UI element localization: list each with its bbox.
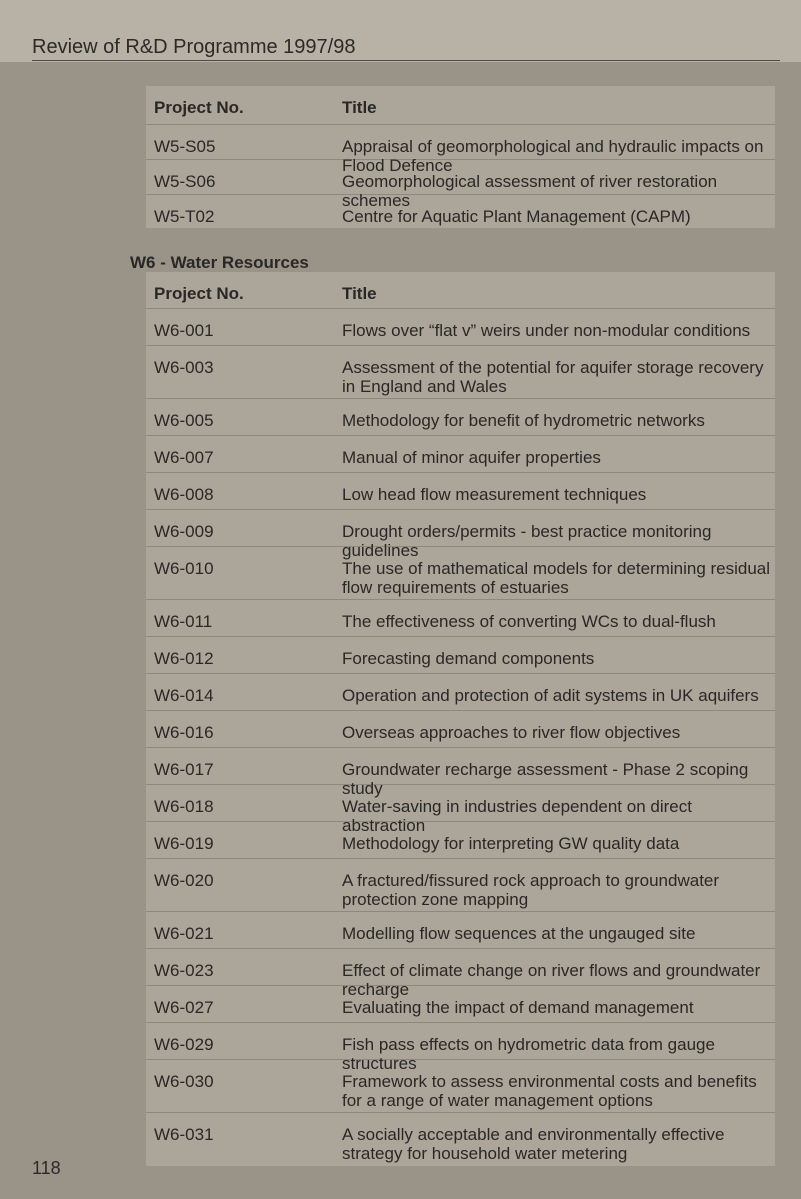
table-row [146, 309, 775, 346]
page-header [0, 0, 801, 62]
table-row [146, 785, 775, 835]
project-number: W5-S05 [154, 137, 216, 156]
project-title: Groundwater recharge assessment - Phase 2 scoping study [342, 760, 749, 798]
project-number: W6-009 [154, 522, 214, 541]
project-title: Centre for Aquatic Plant Management (CAPM) [342, 207, 691, 226]
table-row [146, 1113, 775, 1165]
project-title: Low head flow measurement techniques [342, 485, 647, 504]
table-w5 [146, 86, 775, 228]
project-number: W6-019 [154, 834, 214, 853]
project-title: Effect of climate change on river flows and groundwater recharge [342, 961, 761, 999]
table-row [146, 822, 775, 859]
project-title: Operation and protection of adit systems in UK aquifers [342, 686, 759, 705]
table-row [146, 160, 775, 210]
project-number: W6-011 [154, 612, 213, 631]
project-title: The use of mathematical models for determining residual flow requirements of estuaries [342, 559, 771, 597]
table-row [146, 125, 775, 175]
table-row [146, 986, 775, 1023]
table-w6 [146, 272, 775, 1166]
project-number: W6-012 [154, 649, 214, 668]
project-title: Modelling flow sequences at the ungauged site [342, 924, 696, 943]
project-number: W6-008 [154, 485, 214, 504]
table-row [146, 637, 775, 674]
project-title: Flows over “flat v” weirs under non-modular conditions [342, 321, 751, 340]
project-title: A fractured/fissured rock approach to groundwater protection zone mapping [342, 871, 720, 909]
project-number: W5-S06 [154, 172, 216, 191]
table-row [146, 711, 775, 748]
project-title: Water-saving in industries dependent on direct abstraction [342, 797, 692, 835]
project-number: W6-021 [154, 924, 214, 943]
project-title: Fish pass effects on hydrometric data from gauge structures [342, 1035, 715, 1073]
project-number: W5-T02 [154, 207, 215, 226]
project-number: W6-005 [154, 411, 214, 430]
header-rule [32, 60, 780, 61]
table-row [146, 547, 775, 600]
project-number: W6-014 [154, 686, 214, 705]
project-number: W6-003 [154, 358, 214, 377]
project-title: Methodology for interpreting GW quality data [342, 834, 680, 853]
table-row [146, 859, 775, 912]
project-number: W6-001 [154, 321, 214, 340]
table-row [146, 748, 775, 798]
table-row [146, 473, 775, 510]
table-row [146, 436, 775, 473]
table-row [146, 674, 775, 711]
table-row [146, 399, 775, 436]
section-heading: W6 - Water Resources [130, 253, 309, 272]
column-header-project-no: Project No. [154, 284, 244, 303]
table-row [146, 346, 775, 399]
document-title: Review of R&D Programme 1997/98 [32, 36, 356, 58]
table-row [146, 600, 775, 637]
project-number: W6-023 [154, 961, 214, 980]
project-title: Appraisal of geomorphological and hydraulic impacts on Flood Defence [342, 137, 764, 175]
project-title: Framework to assess environmental costs and benefits for a range of water management options [342, 1072, 757, 1110]
project-title: A socially acceptable and environmentally effective strategy for household water metering [342, 1125, 725, 1163]
project-title: The effectiveness of converting WCs to dual-flush [342, 612, 716, 631]
project-title: Drought orders/permits - best practice monitoring guidelines [342, 522, 712, 560]
project-number: W6-018 [154, 797, 214, 816]
project-title: Overseas approaches to river flow objectives [342, 723, 681, 742]
column-header-title: Title [342, 284, 377, 303]
project-title: Manual of minor aquifer properties [342, 448, 601, 467]
project-number: W6-027 [154, 998, 214, 1017]
table-row [146, 195, 775, 229]
project-number: W6-017 [154, 760, 214, 779]
table-header-row [146, 86, 775, 125]
column-header-project-no: Project No. [154, 98, 244, 117]
project-number: W6-031 [154, 1125, 214, 1144]
project-number: W6-030 [154, 1072, 214, 1091]
column-header-title: Title [342, 98, 377, 117]
project-title: Assessment of the potential for aquifer storage recovery in England and Wales [342, 358, 764, 396]
table-row [146, 949, 775, 999]
project-number: W6-016 [154, 723, 214, 742]
table-row [146, 1023, 775, 1073]
project-title: Methodology for benefit of hydrometric networks [342, 411, 705, 430]
page-number: 118 [32, 1158, 61, 1178]
table-row [146, 912, 775, 949]
table-header-row [146, 272, 775, 309]
project-title: Forecasting demand components [342, 649, 595, 668]
project-title: Geomorphological assessment of river restoration schemes [342, 172, 718, 210]
project-number: W6-010 [154, 559, 214, 578]
table-row [146, 510, 775, 560]
project-number: W6-020 [154, 871, 214, 890]
project-number: W6-007 [154, 448, 214, 467]
table-row [146, 1060, 775, 1113]
project-title: Evaluating the impact of demand management [342, 998, 694, 1017]
project-number: W6-029 [154, 1035, 214, 1054]
